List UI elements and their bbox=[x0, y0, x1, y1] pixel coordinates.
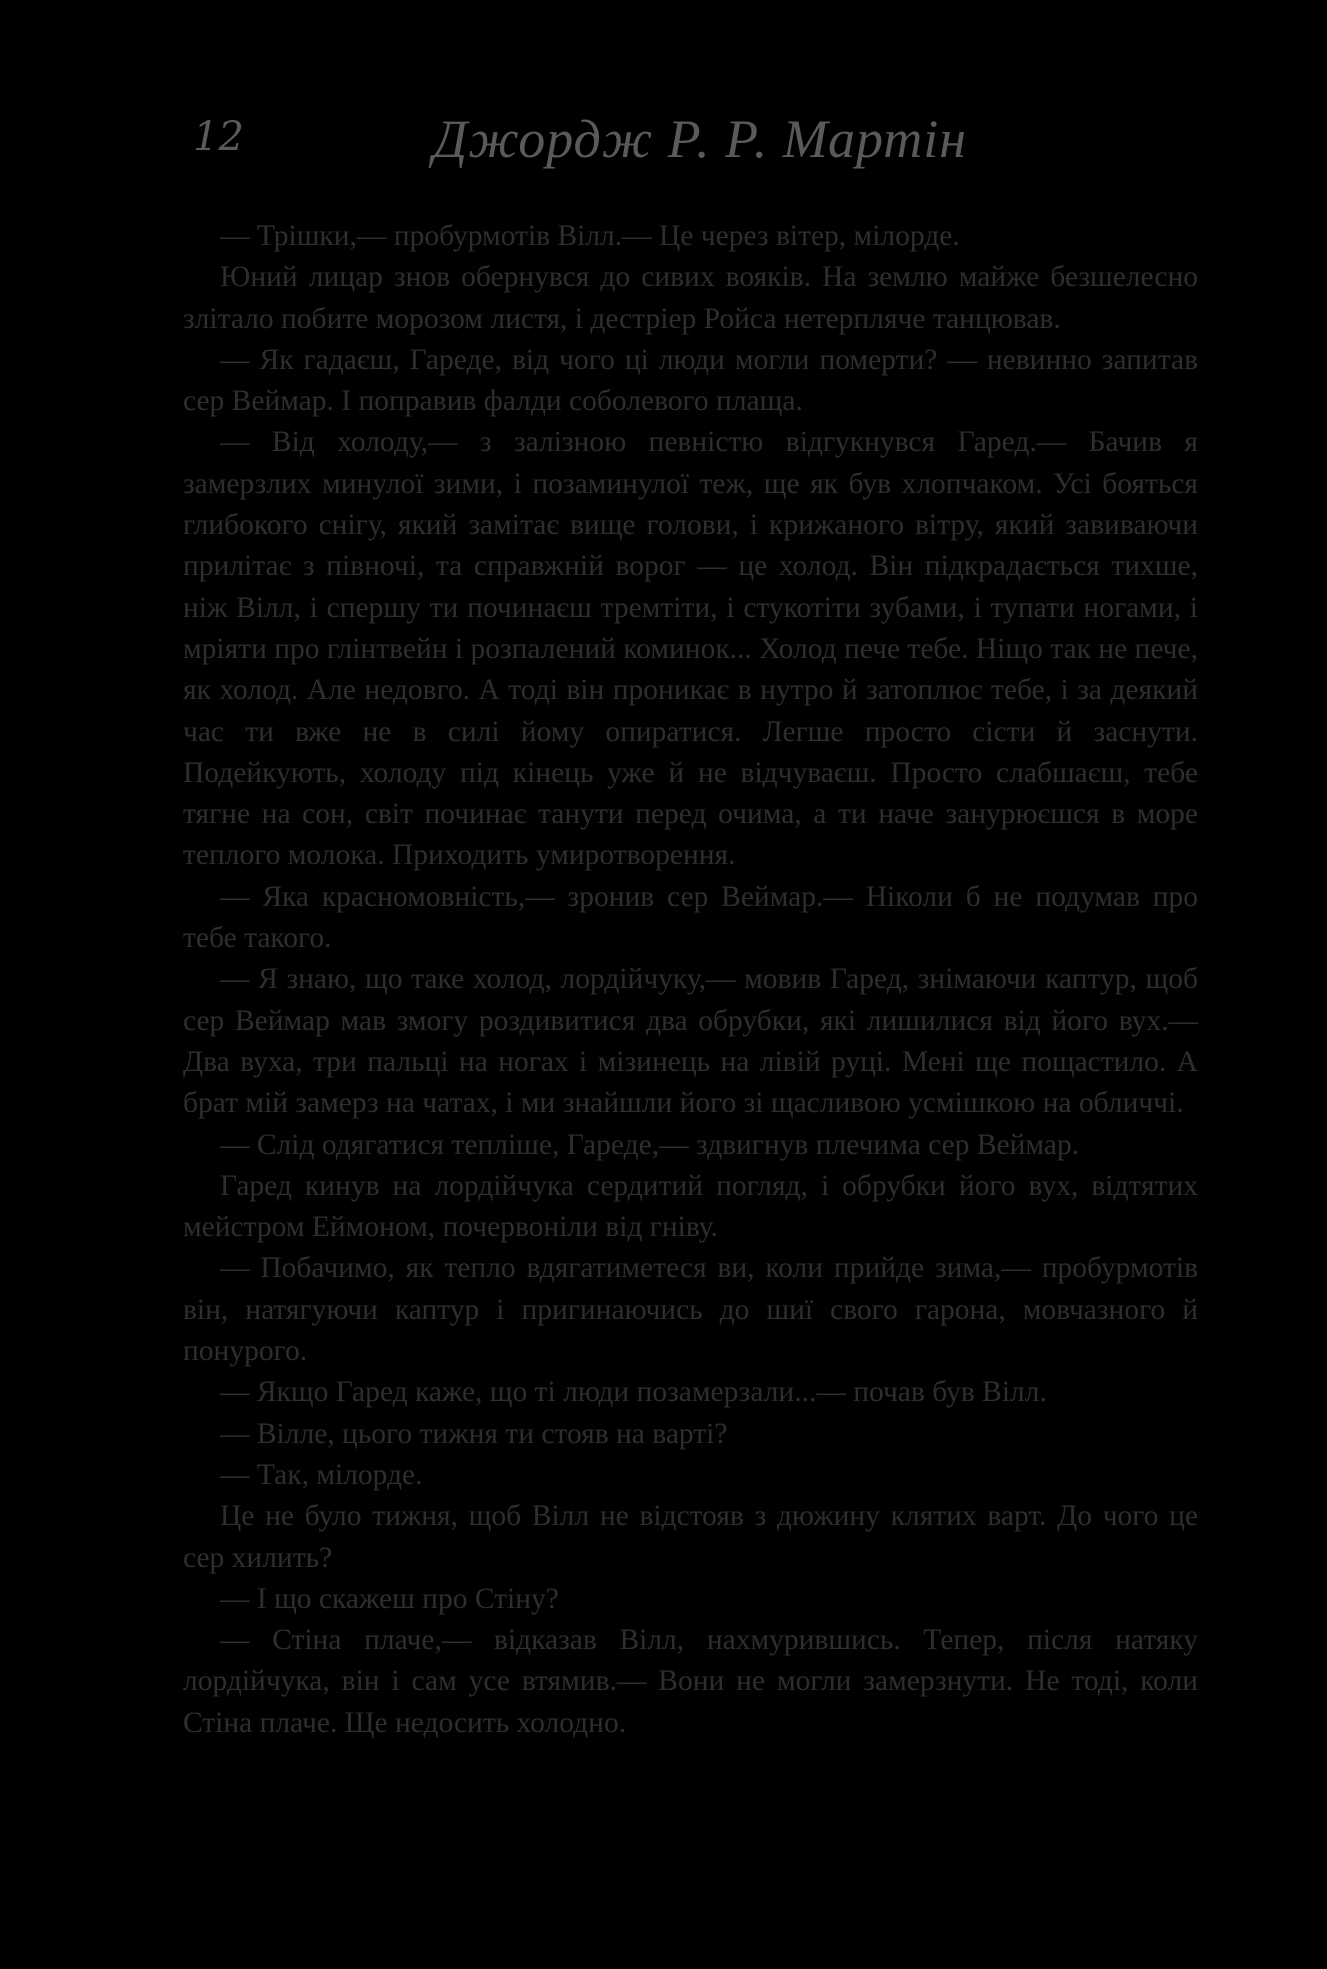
paragraph: — Яка красномовність,— зронив сер Веймар.— Ніколи б не подумав про тебе такого. bbox=[183, 880, 1198, 955]
paragraph: — Побачимо, як тепло вдягатиметеся ви, коли прийде зима,— пробурмотів він, натягуючи каптур і пригинаючись до шиї свого гарона, мовчазного й понурого. bbox=[183, 1252, 1198, 1368]
paragraph: — Як гадаєш, Гареде, від чого ці люди могли померти? — невинно запитав сер Веймар. І поправив фалди соболевого плаща. bbox=[183, 343, 1198, 418]
paragraph: — Якщо Гаред каже, що ті люди позамерзали...— почав був Вілл. bbox=[220, 1376, 1047, 1409]
running-title: Джордж Р. Р. Мартін bbox=[433, 109, 968, 169]
paragraph: Юний лицар знов обернувся до сивих вояків. На землю майже безшелесно злітало побите морозом листя, і дестріер Ройса нетерпляче танцював. bbox=[183, 261, 1198, 335]
paragraph: — І що скажеш про Стіну? bbox=[220, 1582, 559, 1615]
page-header bbox=[183, 108, 1198, 178]
paragraph: — Трішки,— пробурмотів Вілл.— Це через вітер, мілорде. bbox=[220, 220, 960, 252]
page-number: 12 bbox=[193, 114, 244, 160]
paragraph: — Слід одягатися тепліше, Гареде,— здвигнув плечима сер Веймар. bbox=[220, 1128, 1080, 1161]
paragraph: — Я знаю, що таке холод, лордійчуку,— мовив Гаред, знімаючи каптур, щоб сер Веймар мав змогу роздивитися два обрубки, які лишилися від його вух.— Два вуха, три пальці на ногах і мізинець на лівій руці. Мені ще пощастило. А брат мій замерз на чатах, і ми знайшли його зі щасливою усмішкою на обличчі. bbox=[183, 963, 1198, 1120]
paragraph: Гаред кинув на лордійчука сердитий погляд, і обрубки його вух, відтятих мейстром Еймоном, почервоніли від гніву. bbox=[183, 1169, 1198, 1244]
paragraph: — Стіна плаче,— відказав Вілл, нахмурившись. Тепер, після натяку лордійчука, він і сам усе втямив.— Вони не могли замерзнути. Не тоді, коли Стіна плаче. Ще недосить холодно. bbox=[183, 1624, 1198, 1739]
paragraph: — Від холоду,— з залізною певністю відгукнувся Гаред.— Бачив я замерзлих минулої зими, і позаминулої теж, ще як був хлопчаком. Усі бояться глибокого снігу, який замітає вище голови, і крижаного вітру, який завиваючи прилітає з півночі, та справжній ворог — це холод. Він підкрадається тихше, ніж Вілл, і спершу ти починаєш тремтіти, і стукотіти зубами, і тупати ногами, і мріяти про глінтвейн і розпалений коминок... Холод пече тебе. Ніщо так не пече, як холод. Але недовго. А тоді він проникає в нутро й затоплює тебе, і за деякий час ти вже не в силі йому опиратися. Легше просто сісти й заснути. Подейкують, холоду під кінець уже й не відчуваєш. Просто слабшаєш, тебе тягне на сон, світ починає танути перед очима, а ти наче занурюєшся в море теплого молока. Приходить умиротворення. bbox=[183, 426, 1198, 872]
paragraph: Це не було тижня, щоб Вілл не відстояв з дюжину клятих варт. До чого це сер хилить? bbox=[183, 1500, 1198, 1574]
paragraph: — Вілле, цього тижня ти стояв на варті? bbox=[220, 1417, 728, 1450]
paragraph: — Так, мілорде. bbox=[220, 1458, 423, 1491]
body-text bbox=[183, 216, 1198, 1744]
